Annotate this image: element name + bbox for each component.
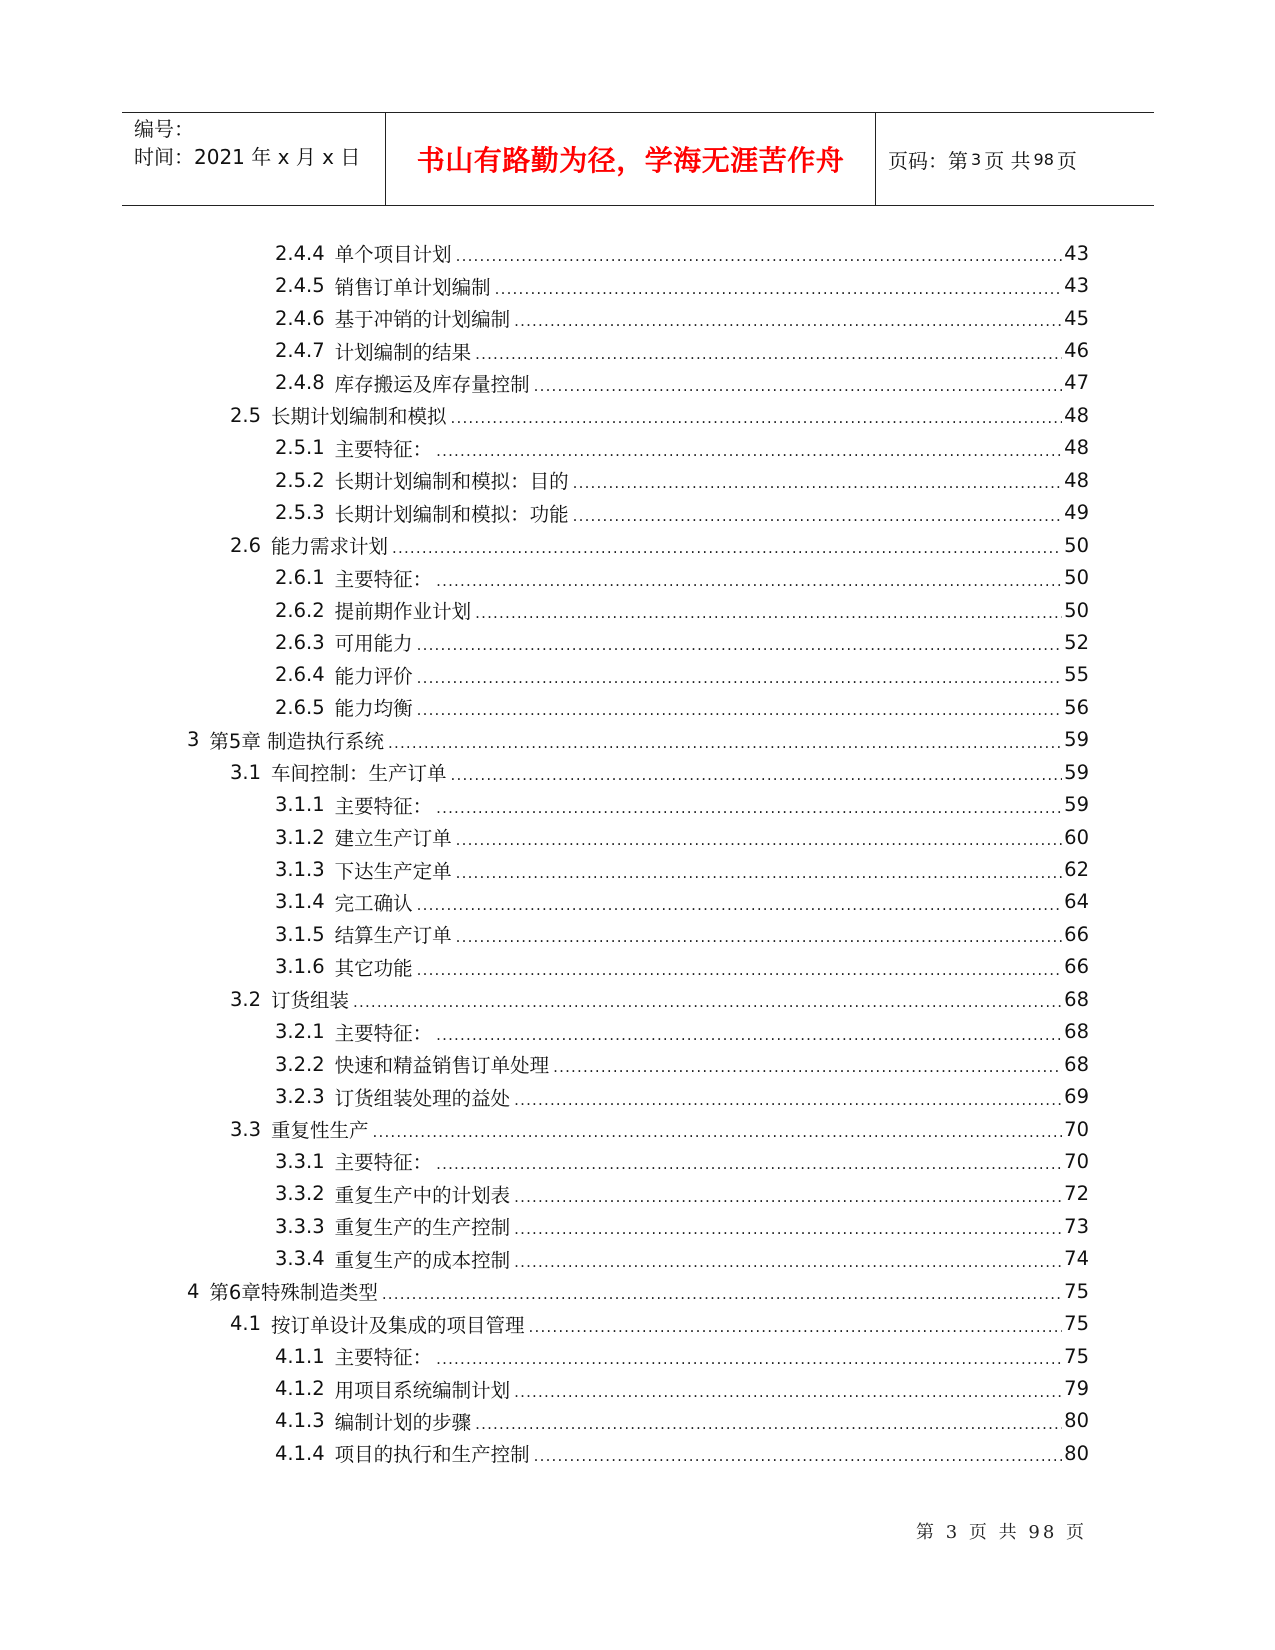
toc-entry[interactable] [0,951,1275,983]
toc-entry-number: 2.6.2 [275,598,325,622]
toc-dot-leader [456,864,1063,882]
toc-entry-page: 50 [1064,598,1089,622]
toc-entry[interactable] [0,1372,1275,1404]
toc-dot-leader [534,1447,1063,1465]
toc-dot-leader [456,928,1063,946]
toc-entry-page: 69 [1064,1085,1089,1109]
toc-entry[interactable] [0,529,1275,561]
toc-entry-number: 3 [187,728,200,752]
toc-entry-number: 2.5 [230,403,262,427]
toc-entry-title: 重复性生产 [271,1119,369,1143]
toc-entry-page: 45 [1064,306,1089,330]
toc-dot-leader [456,247,1063,265]
toc-entry-title: 库存搬运及库存量控制 [334,372,530,396]
toc-entry[interactable] [0,1340,1275,1372]
toc-dot-leader [436,442,1062,460]
toc-entry-title: 提前期作业计划 [334,600,472,624]
toc-entry[interactable] [0,367,1275,399]
toc-entry[interactable] [0,1210,1275,1242]
toc-dot-leader [382,1285,1062,1303]
toc-dot-leader [417,636,1063,654]
toc-entry-title: 主要特征： [334,437,433,461]
toc-entry-title: 能力需求计划 [271,535,389,559]
document-code-label: 编号： [134,117,194,141]
toc-entry-number: 2.6.5 [275,695,325,719]
toc-entry-page: 68 [1064,1020,1089,1044]
toc-entry-number: 4.1.1 [275,1344,325,1368]
toc-entry-page: 59 [1064,728,1089,752]
toc-dot-leader [529,1318,1063,1336]
toc-entry[interactable] [0,237,1275,269]
toc-dot-leader [436,799,1062,817]
toc-entry-title: 重复生产的生产控制 [334,1216,511,1240]
header-page-total: 98 [1033,149,1054,169]
toc-entry-page: 55 [1064,663,1089,687]
toc-entry-number: 2.5.1 [275,436,325,460]
toc-entry-page: 66 [1064,922,1089,946]
toc-entry-page: 46 [1064,339,1089,363]
toc-entry-page: 74 [1064,1247,1089,1271]
toc-entry-page: 80 [1064,1409,1089,1433]
toc-entry-page: 43 [1064,241,1089,265]
page-footer: 第 3 页 共 98 页 [916,1522,1087,1543]
header-page-current: 3 [971,149,982,169]
toc-entry-page: 59 [1064,760,1089,784]
toc-dot-leader [475,604,1062,622]
toc-entry-number: 3.2 [230,987,262,1011]
toc-entry-page: 59 [1064,793,1089,817]
toc-entry-page: 80 [1064,1441,1089,1465]
toc-entry[interactable] [0,1080,1275,1112]
toc-dot-leader [436,1026,1062,1044]
toc-entry-page: 52 [1064,630,1089,654]
header-page-mid: 页 共 [984,148,1031,173]
toc-entry-title: 单个项目计划 [334,243,452,267]
toc-dot-leader [514,1253,1062,1271]
toc-entry[interactable] [0,853,1275,885]
toc-entry-title: 主要特征： [334,1151,433,1175]
toc-dot-leader [417,669,1063,687]
toc-entry[interactable] [0,1178,1275,1210]
toc-dot-leader [451,766,1063,784]
toc-entry-title: 完工确认 [334,891,413,915]
toc-entry-title: 销售订单计划编制 [334,275,491,299]
toc-dot-leader [573,507,1063,525]
toc-entry-page: 75 [1064,1312,1089,1336]
toc-entry[interactable] [0,1113,1275,1145]
toc-entry-number: 3.1.3 [275,858,325,882]
header-page-prefix: 页码：第 [888,148,968,173]
table-of-contents [0,237,1275,1470]
toc-entry-page: 72 [1064,1182,1089,1206]
toc-entry[interactable] [0,594,1275,626]
toc-entry-number: 3.2.1 [275,1020,325,1044]
toc-entry-page: 48 [1064,468,1089,492]
toc-entry-title: 第6章特殊制造类型 [209,1281,378,1305]
header-page-suffix: 页 [1056,148,1077,173]
toc-entry-number: 4.1.2 [275,1377,325,1401]
toc-entry-number: 3.2.3 [275,1085,325,1109]
toc-entry-number: 2.4.5 [275,274,325,298]
toc-entry-page: 73 [1064,1214,1089,1238]
toc-entry-title: 快速和精益销售订单处理 [334,1054,550,1078]
toc-entry-title: 用项目系统编制计划 [334,1378,511,1402]
toc-entry-number: 3.3 [230,1117,262,1141]
toc-entry-page: 47 [1064,371,1089,395]
toc-entry-number: 3.3.1 [275,1149,325,1173]
toc-entry[interactable] [0,334,1275,366]
toc-entry[interactable] [0,756,1275,788]
toc-dot-leader [436,572,1062,590]
header-page-info [876,113,1154,205]
toc-dot-leader [436,1155,1062,1173]
toc-entry-number: 3.1.2 [275,825,325,849]
toc-entry-title: 长期计划编制和模拟：功能 [334,502,569,526]
toc-entry-page: 43 [1064,274,1089,298]
toc-entry-title: 订货组装 [271,989,350,1013]
toc-dot-leader [417,896,1063,914]
toc-entry-page: 79 [1064,1377,1089,1401]
toc-entry-title: 其它功能 [334,956,413,980]
toc-entry[interactable] [0,918,1275,950]
toc-entry-title: 主要特征： [334,1021,433,1045]
toc-dot-leader [392,539,1062,557]
toc-dot-leader [353,993,1062,1011]
toc-entry-page: 50 [1064,566,1089,590]
toc-entry-number: 2.6.4 [275,663,325,687]
toc-entry-number: 2.5.2 [275,468,325,492]
toc-dot-leader [514,1383,1062,1401]
toc-entry[interactable] [0,302,1275,334]
toc-entry[interactable] [0,561,1275,593]
toc-dot-leader [436,1350,1062,1368]
toc-entry-page: 75 [1064,1344,1089,1368]
toc-entry-page: 66 [1064,955,1089,979]
toc-entry-page: 70 [1064,1117,1089,1141]
toc-entry-number: 2.4.7 [275,339,325,363]
toc-entry-number: 3.3.3 [275,1214,325,1238]
toc-dot-leader [495,280,1063,298]
toc-entry-title: 长期计划编制和模拟：目的 [334,470,569,494]
toc-dot-leader [573,474,1063,492]
toc-entry-page: 62 [1064,858,1089,882]
toc-entry[interactable] [0,724,1275,756]
toc-dot-leader [475,345,1062,363]
toc-entry[interactable] [0,1437,1275,1469]
toc-entry[interactable] [0,983,1275,1015]
document-header [122,112,1154,206]
toc-entry-page: 49 [1064,501,1089,525]
toc-entry-page: 70 [1064,1149,1089,1173]
toc-entry-page: 48 [1064,403,1089,427]
toc-entry[interactable] [0,432,1275,464]
toc-entry-title: 下达生产定单 [334,859,452,883]
toc-dot-leader [534,377,1063,395]
toc-entry-number: 3.1.1 [275,793,325,817]
toc-dot-leader [373,1123,1063,1141]
toc-entry[interactable] [0,788,1275,820]
toc-entry-number: 3.1.4 [275,890,325,914]
toc-entry-page: 60 [1064,825,1089,849]
toc-entry-title: 主要特征： [334,1346,433,1370]
toc-entry-number: 2.4.4 [275,241,325,265]
toc-dot-leader [514,1220,1062,1238]
toc-entry[interactable] [0,464,1275,496]
toc-entry-title: 长期计划编制和模拟 [271,405,447,429]
toc-entry-number: 4.1 [230,1312,262,1336]
toc-entry-title: 重复生产中的计划表 [334,1183,511,1207]
toc-entry-title: 订货组装处理的益处 [334,1086,511,1110]
toc-entry-page: 68 [1064,1052,1089,1076]
toc-entry[interactable] [0,821,1275,853]
toc-dot-leader [417,961,1063,979]
toc-entry-title: 主要特征： [334,794,433,818]
header-meta-cell [122,113,386,205]
toc-entry-title: 结算生产订单 [334,924,452,948]
toc-entry-title: 计划编制的结果 [334,340,472,364]
toc-entry-title: 项目的执行和生产控制 [334,1443,530,1467]
toc-dot-leader [553,1058,1062,1076]
toc-entry-title: 可用能力 [334,632,413,656]
toc-entry-title: 按订单设计及集成的项目管理 [271,1313,525,1337]
toc-entry-number: 4.1.4 [275,1441,325,1465]
toc-entry-title: 能力评价 [334,664,413,688]
toc-entry-number: 3.2.2 [275,1052,325,1076]
toc-entry[interactable] [0,1048,1275,1080]
toc-entry-page: 56 [1064,695,1089,719]
toc-entry-title: 第5章 制造执行系统 [209,729,385,753]
toc-dot-leader [475,1415,1062,1433]
toc-dot-leader [514,312,1062,330]
toc-entry-page: 64 [1064,890,1089,914]
toc-dot-leader [514,1188,1062,1206]
toc-entry-number: 2.4.6 [275,306,325,330]
toc-entry-number: 3.1.5 [275,922,325,946]
toc-entry-number: 3.3.2 [275,1182,325,1206]
toc-entry-title: 建立生产订单 [334,827,452,851]
toc-entry[interactable] [0,399,1275,431]
toc-entry[interactable] [0,269,1275,301]
toc-entry-number: 4.1.3 [275,1409,325,1433]
toc-entry-title: 编制计划的步骤 [334,1410,472,1434]
toc-dot-leader [456,831,1063,849]
toc-entry[interactable] [0,497,1275,529]
toc-entry-number: 4 [187,1279,200,1303]
header-motto: 书山有路勤为径，学海无涯苦作舟 [386,113,876,205]
toc-entry-page: 48 [1064,436,1089,460]
toc-entry[interactable] [0,1243,1275,1275]
toc-entry-number: 3.1.6 [275,955,325,979]
toc-dot-leader [417,701,1063,719]
toc-entry-number: 3.1 [230,760,262,784]
toc-dot-leader [514,1091,1062,1109]
toc-entry[interactable] [0,1016,1275,1048]
toc-entry-title: 主要特征： [334,567,433,591]
toc-entry-number: 2.6.3 [275,630,325,654]
toc-entry[interactable] [0,1145,1275,1177]
document-time: 时间：2021 年 x 月 x 日 [134,145,361,169]
toc-entry-number: 2.6.1 [275,566,325,590]
toc-entry-title: 重复生产的成本控制 [334,1248,511,1272]
toc-dot-leader [388,734,1062,752]
toc-entry-title: 车间控制：生产订单 [271,762,447,786]
toc-entry[interactable] [0,886,1275,918]
toc-entry[interactable] [0,1307,1275,1339]
toc-entry[interactable] [0,626,1275,658]
toc-entry[interactable] [0,691,1275,723]
toc-entry-number: 2.4.8 [275,371,325,395]
toc-dot-leader [451,409,1063,427]
toc-entry[interactable] [0,659,1275,691]
toc-entry-page: 50 [1064,533,1089,557]
toc-entry[interactable] [0,1405,1275,1437]
toc-entry-number: 2.6 [230,533,262,557]
toc-entry-number: 3.3.4 [275,1247,325,1271]
toc-entry-title: 能力均衡 [334,697,413,721]
toc-entry-page: 75 [1064,1279,1089,1303]
toc-entry[interactable] [0,1275,1275,1307]
toc-entry-page: 68 [1064,987,1089,1011]
toc-entry-title: 基于冲销的计划编制 [334,308,511,332]
toc-entry-number: 2.5.3 [275,501,325,525]
